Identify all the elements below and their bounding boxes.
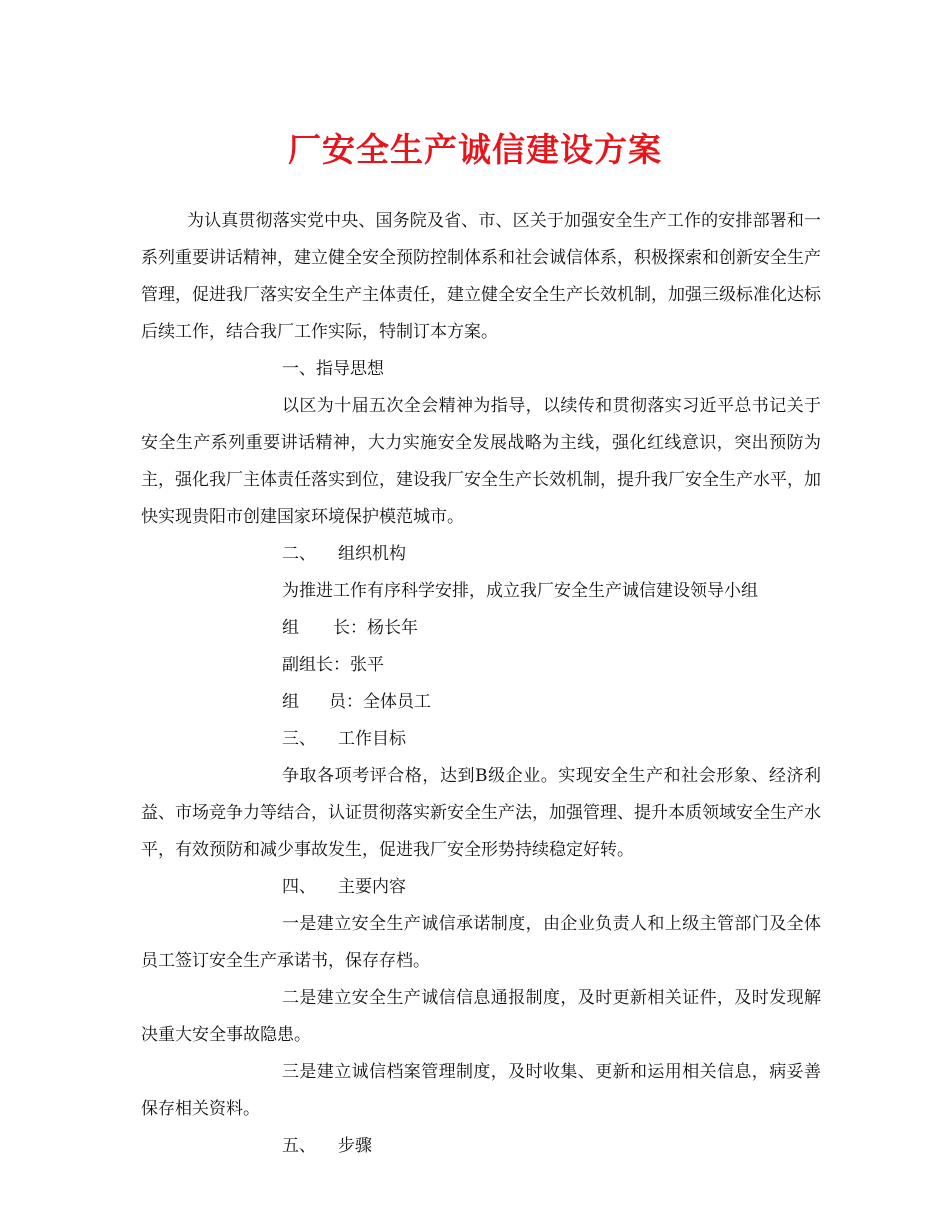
section-2-number: 二、	[282, 544, 316, 564]
member-role-first-char: 组	[282, 692, 299, 712]
member-line	[141, 684, 821, 721]
section-2-body: 为推进工作有序科学安排，成立我厂安全生产诚信建设领导小组	[282, 581, 758, 601]
section-4-item-3: 三是建立诚信档案管理制度，及时收集、更新和运用相关信息，病妥善保存相关资料。	[141, 1062, 821, 1119]
document-body	[141, 203, 821, 1165]
section-2-title: 组织机构	[338, 544, 406, 564]
leader-role-rest: 长：杨长年	[333, 618, 418, 638]
section-4-item-1: 一是建立安全生产诚信承诺制度，由企业负责人和上级主管部门及全体员工签订安全生产承诺书，保存存档。	[141, 914, 821, 971]
leader-role-first-char: 组	[282, 618, 299, 638]
section-2-heading	[141, 536, 821, 573]
section-3-title: 工作目标	[338, 729, 406, 749]
intro-paragraph: 为认真贯彻落实党中央、国务院及省、市、区关于加强安全生产工作的安排部署和一系列重要讲话精神，建立健全安全预防控制体系和社会诚信体系，积极探索和创新安全生产管理，促进我厂落实安全生产主体责任，建立健全安全生产长效机制，加强三级标准化达标后续工作，结合我厂工作实际，特制订本方案。	[141, 211, 821, 342]
document-title: 厂安全生产诚信建设方案	[288, 130, 662, 169]
section-3-body: 争取各项考评合格，达到B级企业。实现安全生产和社会形象、经济利益、市场竞争力等结合，认证贯彻落实新安全生产法，加强管理、提升本质领域安全生产水平，有效预防和减少事故发生，促进我厂安全形势持续稳定好转。	[141, 766, 821, 860]
section-3-heading	[141, 721, 821, 758]
section-1-body: 以区为十届五次全会精神为指导，以续传和贯彻落实习近平总书记关于安全生产系列重要讲话精神，大力实施安全发展战略为主线，强化红线意识，突出预防为主，强化我厂主体责任落实到位，建设我厂安全生产长效机制，提升我厂安全生产水平，加快实现贵阳市创建国家环境保护模范城市。	[141, 396, 821, 527]
deputy-line: 副组长：张平	[282, 655, 384, 675]
section-5-number: 五、	[282, 1136, 316, 1156]
section-5-heading	[141, 1128, 821, 1165]
section-4-number: 四、	[282, 877, 316, 897]
section-5-title: 步骤	[338, 1136, 372, 1156]
section-3-number: 三、	[282, 729, 316, 749]
member-role-rest: 员：全体员工	[329, 692, 431, 712]
section-1-heading: 一、指导思想	[282, 359, 384, 379]
section-4-item-2: 二是建立安全生产诚信信息通报制度，及时更新相关证件，及时发现解决重大安全事故隐患。	[141, 988, 821, 1045]
section-4-title: 主要内容	[338, 877, 406, 897]
section-4-heading	[141, 869, 821, 906]
leader-line	[141, 610, 821, 647]
